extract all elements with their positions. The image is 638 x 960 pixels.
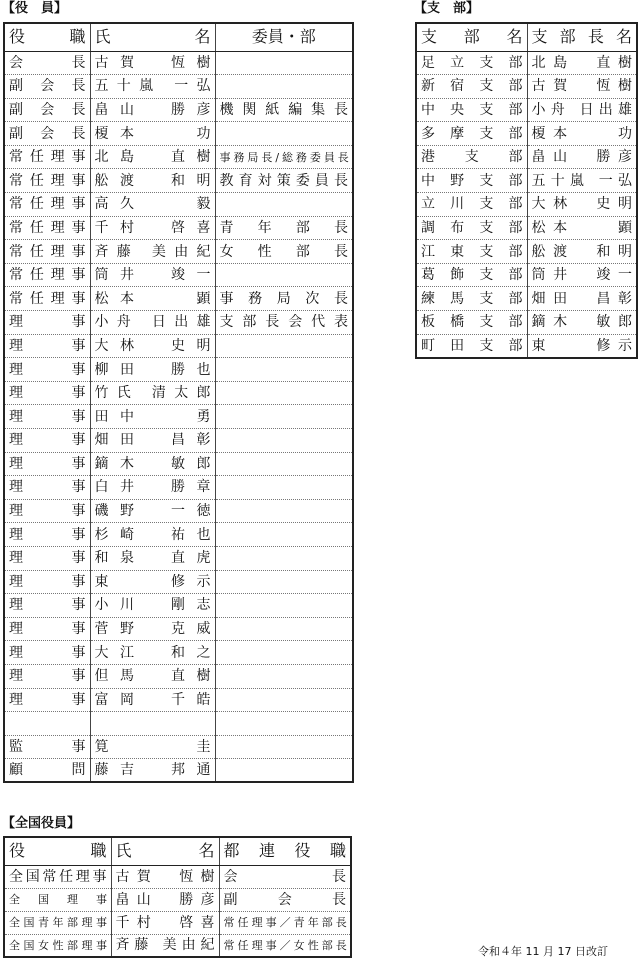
officer-duty	[215, 570, 353, 594]
national-name: 千村 啓喜	[111, 911, 219, 934]
officer-row	[4, 405, 353, 429]
header-leader: 支部長名	[527, 23, 637, 51]
officer-duty: 教育対策委員長	[215, 169, 353, 193]
officer-role: 理 事	[4, 641, 90, 665]
header-role: 役 職	[4, 23, 90, 51]
officer-role: 理 事	[4, 429, 90, 453]
officer-duty	[215, 712, 353, 736]
officer-duty	[215, 51, 353, 75]
national-name: 畠山 勝彦	[111, 888, 219, 911]
officer-row	[4, 193, 353, 217]
branch-name: 中央支部	[416, 98, 527, 122]
branch-name: 立川支部	[416, 193, 527, 217]
officer-row	[4, 122, 353, 146]
officer-row	[4, 75, 353, 99]
branch-leader: 五十嵐 一弘	[527, 169, 637, 193]
branch-row	[416, 169, 637, 193]
officer-name: 筒井 竣一	[90, 263, 215, 287]
officer-row	[4, 594, 353, 618]
officer-role: 理 事	[4, 499, 90, 523]
officer-name: 舩渡 和明	[90, 169, 215, 193]
officer-duty: 支部長会代表	[215, 311, 353, 335]
officer-name: 畑田 昌彰	[90, 429, 215, 453]
officer-duty	[215, 641, 353, 665]
branch-leader: 鏑木 敏郎	[527, 311, 637, 335]
officer-role: 常任理事	[4, 216, 90, 240]
branch-leader: 畠山 勝彦	[527, 145, 637, 169]
officer-name: 斉藤 美由紀	[90, 240, 215, 264]
officer-row	[4, 334, 353, 358]
officer-row	[4, 287, 353, 311]
officer-duty	[215, 452, 353, 476]
officer-row	[4, 358, 353, 382]
national-role: 全国青年部理事	[4, 911, 111, 934]
officer-role: 理 事	[4, 688, 90, 712]
officer-name: 畠山 勝彦	[90, 98, 215, 122]
branch-row	[416, 75, 637, 99]
officers-heading: 【役 員】	[2, 1, 68, 16]
branch-name: 江東支部	[416, 240, 527, 264]
branch-name: 調布支部	[416, 216, 527, 240]
branches-heading: 【支 部】	[414, 1, 480, 16]
branches-table	[415, 22, 638, 359]
officers-body	[4, 23, 353, 782]
officer-name: 田中 勇	[90, 405, 215, 429]
officer-role: 副 会 長	[4, 98, 90, 122]
officer-name: 高久 毅	[90, 193, 215, 217]
header-duty: 委員・部	[215, 23, 353, 51]
branch-name: 中野支部	[416, 169, 527, 193]
officer-name: 小舟 日出雄	[90, 311, 215, 335]
officer-name: 菅野 克威	[90, 617, 215, 641]
officer-role: 常任理事	[4, 169, 90, 193]
officer-role: 理 事	[4, 358, 90, 382]
branch-row	[416, 287, 637, 311]
national-post: 常任理事／女性部長	[219, 934, 351, 957]
officer-name	[90, 712, 215, 736]
officer-row	[4, 145, 353, 169]
header-name: 氏 名	[90, 23, 215, 51]
branch-name: 板橋支部	[416, 311, 527, 335]
officer-name: 杉崎 祐也	[90, 523, 215, 547]
officer-duty	[215, 122, 353, 146]
national-name: 古賀 恆樹	[111, 865, 219, 888]
officer-name: 白井 勝章	[90, 476, 215, 500]
branch-leader: 畑田 昌彰	[527, 287, 637, 311]
officer-role: 理 事	[4, 617, 90, 641]
officer-role: 副 会 長	[4, 75, 90, 99]
officer-row	[4, 641, 353, 665]
officer-name: 筧 圭	[90, 735, 215, 759]
officer-role: 会 長	[4, 51, 90, 75]
officer-row	[4, 216, 353, 240]
officer-role: 理 事	[4, 405, 90, 429]
officer-row	[4, 499, 353, 523]
branch-leader: 小舟 日出雄	[527, 98, 637, 122]
officer-duty	[215, 476, 353, 500]
officer-role: 理 事	[4, 334, 90, 358]
officer-role: 理 事	[4, 594, 90, 618]
branch-leader: 舩渡 和明	[527, 240, 637, 264]
national-row	[4, 888, 351, 911]
header-national-role: 役 職	[4, 837, 111, 865]
officer-name: 古賀 恆樹	[90, 51, 215, 75]
branch-leader: 北島 直樹	[527, 51, 637, 75]
officer-row	[4, 240, 353, 264]
officer-row	[4, 51, 353, 75]
branches-header-row	[416, 23, 637, 51]
branch-row	[416, 311, 637, 335]
branch-name: 練馬支部	[416, 287, 527, 311]
branch-row	[416, 334, 637, 358]
officer-duty	[215, 594, 353, 618]
national-row	[4, 865, 351, 888]
officer-role: 常任理事	[4, 240, 90, 264]
national-role: 全 国 理 事	[4, 888, 111, 911]
national-post: 会 長	[219, 865, 351, 888]
officer-name: 榎本 功	[90, 122, 215, 146]
header-national-name: 氏 名	[111, 837, 219, 865]
branch-name: 足立支部	[416, 51, 527, 75]
officers-table	[3, 22, 354, 783]
officer-row	[4, 452, 353, 476]
officer-duty	[215, 405, 353, 429]
officer-duty	[215, 75, 353, 99]
officer-name: 藤吉 邦通	[90, 759, 215, 783]
branch-leader: 東 修示	[527, 334, 637, 358]
officer-row	[4, 664, 353, 688]
officer-duty: 事務局長/総務委員長	[215, 145, 353, 169]
national-header-row	[4, 837, 351, 865]
national-row	[4, 934, 351, 957]
officer-row	[4, 759, 353, 783]
officer-name: 鏑木 敏郎	[90, 452, 215, 476]
revision-date: 令和４年 11 月 17 日改訂	[478, 945, 608, 958]
branch-name: 新宿支部	[416, 75, 527, 99]
officer-duty	[215, 664, 353, 688]
national-table	[3, 836, 352, 958]
branch-leader: 松本 顕	[527, 216, 637, 240]
officer-name: 和泉 直虎	[90, 546, 215, 570]
officer-role: 理 事	[4, 570, 90, 594]
officer-duty	[215, 334, 353, 358]
officer-duty: 青 年 部 長	[215, 216, 353, 240]
branch-name: 町田支部	[416, 334, 527, 358]
branch-row	[416, 193, 637, 217]
header-branch: 支 部 名	[416, 23, 527, 51]
officer-name: 柳田 勝也	[90, 358, 215, 382]
branch-leader: 榎本 功	[527, 122, 637, 146]
officer-row	[4, 311, 353, 335]
officer-role: 常任理事	[4, 193, 90, 217]
officer-row	[4, 429, 353, 453]
branch-name: 多摩支部	[416, 122, 527, 146]
officer-duty	[215, 358, 353, 382]
officer-role: 監 事	[4, 735, 90, 759]
officer-row	[4, 169, 353, 193]
national-name: 斉藤 美由紀	[111, 934, 219, 957]
officer-duty	[215, 263, 353, 287]
officer-role	[4, 712, 90, 736]
officer-duty	[215, 523, 353, 547]
officer-row	[4, 570, 353, 594]
officer-role: 理 事	[4, 523, 90, 547]
officer-row	[4, 98, 353, 122]
branch-row	[416, 263, 637, 287]
branch-row	[416, 240, 637, 264]
branch-name: 港 支 部	[416, 145, 527, 169]
national-heading: 【全国役員】	[2, 816, 81, 831]
officer-role: 理 事	[4, 381, 90, 405]
national-role: 全国常任理事	[4, 865, 111, 888]
officer-duty: 機関紙編集長	[215, 98, 353, 122]
branch-row	[416, 51, 637, 75]
officer-duty	[215, 617, 353, 641]
header-national-post: 都 連 役 職	[219, 837, 351, 865]
officer-row	[4, 735, 353, 759]
officer-role: 理 事	[4, 476, 90, 500]
officer-name: 竹氏 清太郎	[90, 381, 215, 405]
officer-name: 松本 顕	[90, 287, 215, 311]
officer-duty: 女 性 部 長	[215, 240, 353, 264]
officer-row	[4, 476, 353, 500]
branch-leader: 古賀 恆樹	[527, 75, 637, 99]
national-post: 副 会 長	[219, 888, 351, 911]
officer-row	[4, 712, 353, 736]
officer-name: 千村 啓喜	[90, 216, 215, 240]
officer-role: 顧 問	[4, 759, 90, 783]
officer-row	[4, 688, 353, 712]
branch-row	[416, 122, 637, 146]
officer-name: 小川 剛志	[90, 594, 215, 618]
officer-role: 常任理事	[4, 145, 90, 169]
officer-role: 副 会 長	[4, 122, 90, 146]
officer-role: 常任理事	[4, 263, 90, 287]
national-body	[4, 837, 351, 957]
officer-row	[4, 617, 353, 641]
branch-row	[416, 145, 637, 169]
officer-duty	[215, 688, 353, 712]
officer-row	[4, 546, 353, 570]
officer-row	[4, 263, 353, 287]
officer-duty	[215, 735, 353, 759]
officer-name: 五十嵐 一弘	[90, 75, 215, 99]
officer-name: 東 修示	[90, 570, 215, 594]
officer-name: 富岡 千皓	[90, 688, 215, 712]
officers-header-row	[4, 23, 353, 51]
officer-role: 理 事	[4, 311, 90, 335]
officer-row	[4, 523, 353, 547]
officer-duty: 事務局次長	[215, 287, 353, 311]
officer-duty	[215, 193, 353, 217]
officer-name: 磯野 一徳	[90, 499, 215, 523]
national-role: 全国女性部理事	[4, 934, 111, 957]
officer-role: 理 事	[4, 546, 90, 570]
branch-name: 葛飾支部	[416, 263, 527, 287]
officer-name: 但馬 直樹	[90, 664, 215, 688]
officer-duty	[215, 429, 353, 453]
national-row	[4, 911, 351, 934]
branch-row	[416, 216, 637, 240]
officer-name: 大江 和之	[90, 641, 215, 665]
branches-body	[416, 23, 637, 358]
officer-duty	[215, 381, 353, 405]
branch-row	[416, 98, 637, 122]
branch-leader: 大林 史明	[527, 193, 637, 217]
officer-role: 理 事	[4, 452, 90, 476]
officer-duty	[215, 759, 353, 783]
officer-name: 大林 史明	[90, 334, 215, 358]
branch-leader: 筒井 竣一	[527, 263, 637, 287]
officer-duty	[215, 546, 353, 570]
officer-role: 常任理事	[4, 287, 90, 311]
officer-role: 理 事	[4, 664, 90, 688]
officer-row	[4, 381, 353, 405]
national-post: 常任理事／青年部長	[219, 911, 351, 934]
officer-duty	[215, 499, 353, 523]
officer-name: 北島 直樹	[90, 145, 215, 169]
